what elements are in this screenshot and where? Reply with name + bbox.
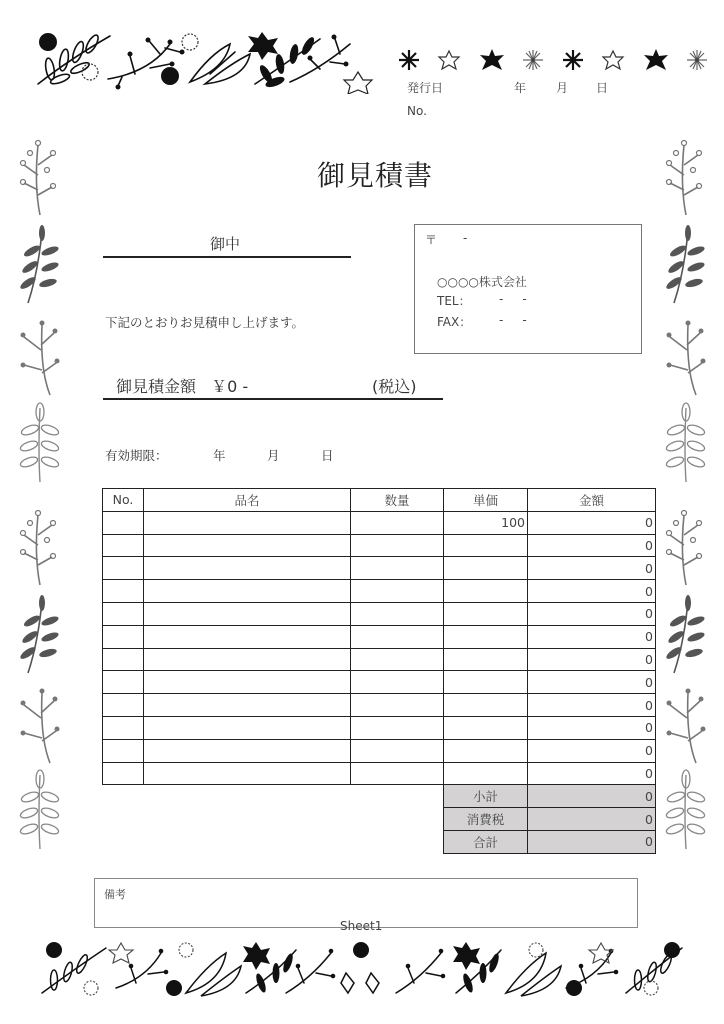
recipient-suffix: 御中: [210, 235, 241, 253]
aster-outline-icon: [522, 49, 544, 71]
daffodil-outline-icon: [601, 49, 625, 71]
amount-value: ￥0 -: [211, 377, 249, 396]
cell-unit-price[interactable]: [444, 716, 528, 739]
botanical-branches-icon: [30, 24, 375, 94]
table-row: [103, 625, 656, 648]
botanical-garland-icon: [36, 938, 688, 1000]
table-row: [103, 602, 656, 625]
table-row: [103, 671, 656, 694]
side-botanical-icon: [14, 135, 68, 855]
cell-amount[interactable]: 0: [528, 625, 656, 648]
cell-no[interactable]: [103, 694, 144, 717]
tel-value: - -: [499, 292, 527, 306]
company-name: ○○○○株式会社: [437, 275, 527, 289]
cell-amount[interactable]: 0: [528, 739, 656, 762]
postal-code: -: [463, 231, 468, 245]
postal-mark: 〒: [425, 233, 438, 247]
document-number-label: No.: [407, 104, 427, 118]
validity-month: 月: [267, 448, 280, 463]
cell-unit-price[interactable]: 100: [444, 511, 528, 534]
cell-amount[interactable]: 0: [528, 602, 656, 625]
header-no: No.: [103, 489, 144, 512]
header-item: 品名: [144, 489, 351, 512]
cell-qty[interactable]: [351, 694, 444, 717]
cell-item[interactable]: [144, 602, 351, 625]
total-value[interactable]: 0: [528, 830, 656, 853]
top-floral-border: [30, 24, 375, 94]
table-row: [103, 762, 656, 785]
header-qty: 数量: [351, 489, 444, 512]
aster-black-icon: [562, 49, 584, 71]
cell-unit-price[interactable]: [444, 694, 528, 717]
tax-value[interactable]: 0: [528, 808, 656, 831]
validity-day: 日: [321, 448, 334, 463]
cell-unit-price[interactable]: [444, 557, 528, 580]
top-right-flower-row: [398, 46, 708, 74]
document-title: 御見積書: [317, 159, 434, 192]
cell-amount[interactable]: 0: [528, 671, 656, 694]
cell-no[interactable]: [103, 716, 144, 739]
validity-year: 年: [213, 448, 226, 463]
tax-row: [103, 808, 656, 831]
table-header-row: [103, 489, 656, 512]
cell-no[interactable]: [103, 762, 144, 785]
cell-no[interactable]: [103, 580, 144, 603]
cell-no[interactable]: [103, 557, 144, 580]
cell-qty[interactable]: [351, 580, 444, 603]
issue-date-year: 年: [514, 81, 527, 95]
cell-unit-price[interactable]: [444, 602, 528, 625]
header-amount: 金額: [528, 489, 656, 512]
cell-unit-price[interactable]: [444, 648, 528, 671]
intro-text: 下記のとおりお見積申し上げます。: [105, 315, 305, 330]
cell-amount[interactable]: 0: [528, 580, 656, 603]
cell-qty[interactable]: [351, 511, 444, 534]
table-row: [103, 511, 656, 534]
aster-outline-icon: [686, 49, 708, 71]
cell-unit-price[interactable]: [444, 762, 528, 785]
cell-amount[interactable]: 0: [528, 534, 656, 557]
total-label: 合計: [444, 830, 528, 853]
cell-no[interactable]: [103, 534, 144, 557]
header-unit-price: 単価: [444, 489, 528, 512]
cell-item[interactable]: [144, 716, 351, 739]
validity-label: 有効期限：: [105, 448, 168, 463]
cell-unit-price[interactable]: [444, 671, 528, 694]
cell-amount[interactable]: 0: [528, 716, 656, 739]
bottom-floral-border: [36, 938, 688, 1000]
amount-label-text: 御見積金額: [116, 377, 197, 396]
tax-label: 消費税: [444, 808, 528, 831]
recipient-underline: [103, 256, 351, 258]
cell-qty[interactable]: [351, 534, 444, 557]
amount-label: [116, 374, 248, 397]
table-row: [103, 580, 656, 603]
aster-black-icon: [398, 49, 420, 71]
cell-qty[interactable]: [351, 716, 444, 739]
cell-item[interactable]: [144, 762, 351, 785]
table-row: [103, 648, 656, 671]
cell-qty[interactable]: [351, 625, 444, 648]
cell-unit-price[interactable]: [444, 739, 528, 762]
table-row: [103, 716, 656, 739]
cell-qty[interactable]: [351, 648, 444, 671]
subtotal-label: 小計: [444, 785, 528, 808]
cell-item[interactable]: [144, 580, 351, 603]
cell-item[interactable]: [144, 557, 351, 580]
cell-item[interactable]: [144, 671, 351, 694]
sheet-name-label: Sheet1: [340, 919, 383, 933]
estimate-table: [102, 488, 656, 854]
cell-item[interactable]: [144, 694, 351, 717]
right-floral-border: [660, 135, 714, 855]
cell-qty[interactable]: [351, 671, 444, 694]
cell-no[interactable]: [103, 648, 144, 671]
subtotal-row: [103, 785, 656, 808]
tax-included-note: (税込): [372, 377, 417, 396]
daffodil-outline-icon: [437, 49, 461, 71]
cell-no[interactable]: [103, 671, 144, 694]
cell-item[interactable]: [144, 648, 351, 671]
cell-qty[interactable]: [351, 602, 444, 625]
side-botanical-icon: [660, 135, 714, 855]
total-row: [103, 830, 656, 853]
issue-date-label: 発行日: [407, 81, 444, 95]
cell-qty[interactable]: [351, 557, 444, 580]
issue-date-day: 日: [596, 81, 609, 95]
cell-amount[interactable]: 0: [528, 762, 656, 785]
cell-unit-price[interactable]: [444, 625, 528, 648]
cell-qty[interactable]: [351, 739, 444, 762]
table-row: [103, 534, 656, 557]
cell-unit-price[interactable]: [444, 580, 528, 603]
cell-item[interactable]: [144, 511, 351, 534]
table-row: [103, 557, 656, 580]
table-row: [103, 694, 656, 717]
issuer-info-box: [414, 224, 642, 354]
cell-amount[interactable]: 0: [528, 648, 656, 671]
star-flower-black-icon: [643, 48, 669, 72]
cell-amount[interactable]: 0: [528, 511, 656, 534]
cell-qty[interactable]: [351, 762, 444, 785]
subtotal-value[interactable]: 0: [528, 785, 656, 808]
cell-item[interactable]: [144, 534, 351, 557]
table-row: [103, 739, 656, 762]
cell-no[interactable]: [103, 602, 144, 625]
amount-underline: [103, 398, 443, 400]
cell-amount[interactable]: 0: [528, 557, 656, 580]
cell-amount[interactable]: 0: [528, 694, 656, 717]
cell-unit-price[interactable]: [444, 534, 528, 557]
cell-no[interactable]: [103, 511, 144, 534]
tel-label: TEL：: [437, 294, 471, 308]
star-flower-black-icon: [479, 48, 505, 72]
cell-no[interactable]: [103, 625, 144, 648]
cell-no[interactable]: [103, 739, 144, 762]
left-floral-border: [14, 135, 68, 855]
fax-value: - -: [499, 313, 527, 327]
cell-item[interactable]: [144, 625, 351, 648]
cell-item[interactable]: [144, 739, 351, 762]
issue-date-month: 月: [556, 81, 569, 95]
fax-label: FAX：: [437, 315, 472, 329]
notes-label: 備考: [104, 888, 126, 901]
